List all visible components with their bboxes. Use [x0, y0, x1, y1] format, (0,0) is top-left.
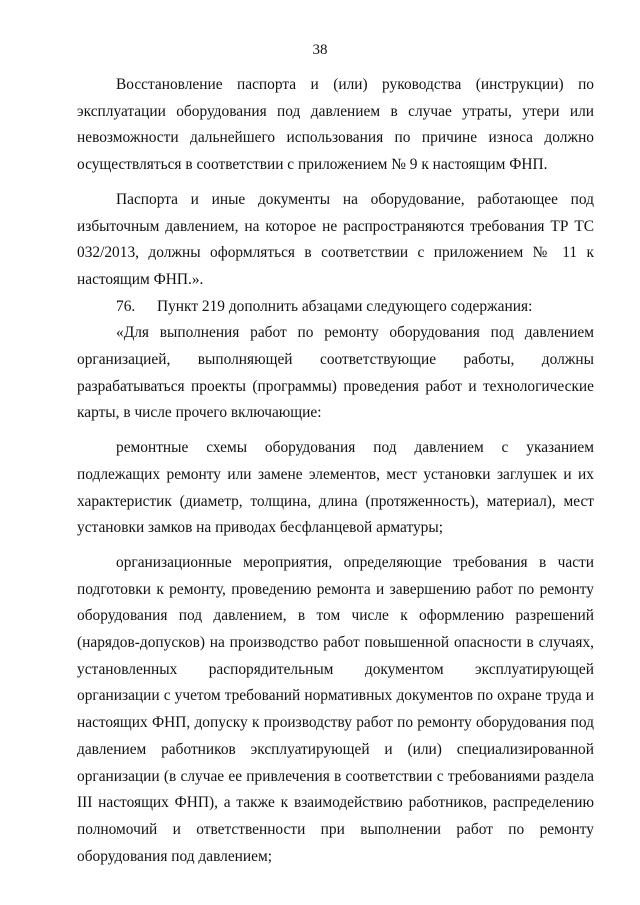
paragraph-organizational-measures: организационные мероприятия, определяющие требования в части подготовки к ремонту, проведению ремонта и завершению работ по ремонту оборудования под давлением, в том числе к оформлению разрешений (нарядов-допусков) на производство работ повышенной опасности в случаях, установленных распорядительным документом эксплуатирующей организации с учетом требований нормативных документов по охране труда и настоящих ФНП, допуску к производству работ по ремонту оборудования под давлением работников эксплуатирующей и (или) специализированной организации (в случае ее привлечения в соответствии с требованиями раздела III настоящих ФНП), а также к взаимодействию работников, распределению полномочий и ответственности при выполнении работ по ремонту оборудования под давлением; — [77, 553, 594, 865]
paragraph-repair-schemes: ремонтные схемы оборудования под давлением с указанием подлежащих ремонту или замене элементов, мест установки заглушек и их характеристик (диаметр, толщина, длина (протяженность), материал), мест установки замков на приводах бесфланцевой арматуры; — [77, 439, 594, 537]
numbered-item — [77, 294, 594, 321]
item-text: Пункт 219 дополнить абзацами следующего содержания: — [157, 297, 533, 315]
document-body — [77, 72, 594, 870]
paragraph-passport-documents: Паспорта и иные документы на оборудование, работающее под избыточным давлением, на которое не распространяются требования ТР ТС 032/2013, должны оформляться в соответствии с приложением № 11 к настоящим ФНП.». — [77, 190, 594, 288]
paragraph-passport-restoration: Восстановление паспорта и (или) руководства (инструкции) по эксплуатации оборудования под давлением в случае утраты, утери или невозможности дальнейшего использования по причине износа должно осуществляться в соответствии с приложением № 9 к настоящим ФНП. — [77, 76, 594, 174]
item-number: 76. — [116, 297, 136, 315]
paragraph-repair-projects: «Для выполнения работ по ремонту оборудования под давлением организацией, выполняющей соответствующие работы, должны разрабатываться проекты (программы) проведения работ и технологические карты, в числе прочего включающие: — [77, 324, 594, 422]
page-number: 38 — [312, 42, 328, 58]
